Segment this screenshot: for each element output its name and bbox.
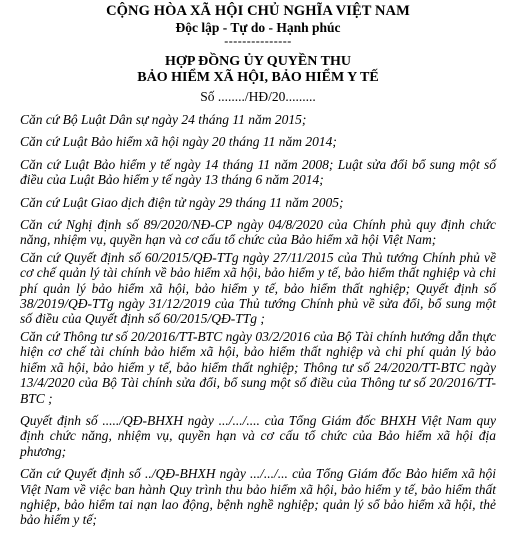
legal-basis-bhxh-decision-procedure: Căn cứ Quyết định số ../QĐ-BHXH ngày .../.../... của Tổng Giám đốc Bảo hiểm xã hội Việt Nam về việc ban hành Quy trình thu bảo hiểm xã hội, bảo hiểm y tế, bảo hiểm thất nghiệp, bảo hiểm tai nạn lao động, bệnh nghề nghiệp; quản lý sổ bảo hiểm xã hội, thẻ bảo hiểm y tế; (20, 466, 496, 528)
contract-number: Số ......../HĐ/20......... (200, 89, 316, 104)
legal-basis-decision-60: Căn cứ Quyết định số 60/2015/QĐ-TTg ngày 27/11/2015 của Thủ tướng Chính phủ về cơ chế quản lý tài chính về bảo hiểm xã hội, bảo hiểm y tế, bảo hiểm thất nghiệp và chi phí quản lý bảo hiểm xã hội, bảo hiểm y tế, bảo hiểm thất nghiệp; Quyết định số 38/2019/QĐ-TTg ngày 31/12/2019 của Thủ tướng Chính phủ về sửa đổi, bổ sung một số điều của Quyết định số 60/2015/QĐ-TTg ; (20, 249, 496, 327)
contract-title-line-2: BẢO HIỂM XÃ HỘI, BẢO HIỂM Y TẾ (137, 70, 379, 85)
legal-basis-health-insurance-law: Căn cứ Luật Bảo hiểm y tế ngày 14 tháng 11 năm 2008; Luật sửa đổi bổ sung một số điều của Luật Bảo hiểm y tế ngày 13 tháng 6 năm 2014; (20, 156, 496, 188)
legal-basis-circular-20: Căn cứ Thông tư số 20/2016/TT-BTC ngày 03/2/2016 của Bộ Tài chính hướng dẫn thực hiện cơ chế tài chính bảo hiểm xã hội, bảo hiểm thất nghiệp và chi phí quản lý bảo hiểm xã hội, bảo hiểm y tế, bảo hiểm thất nghiệp; Thông tư số 24/2020/TT-BTC ngày 13/4/2020 của Bộ Tài chính sửa đổi, bổ sung một số điều của Thông tư số 20/2016/TT-BTC ; (20, 328, 496, 406)
header-divider: --------------- (224, 34, 292, 48)
national-title: CỘNG HÒA XÃ HỘI CHỦ NGHĨA VIỆT NAM (106, 3, 410, 19)
legal-basis-civil-code: Căn cứ Bộ Luật Dân sự ngày 24 tháng 11 năm 2015; (20, 112, 307, 127)
contract-title-line-1: HỢP ĐỒNG ỦY QUYỀN THU (165, 54, 351, 69)
legal-basis-decree-89: Căn cứ Nghị định số 89/2020/NĐ-CP ngày 04/8/2020 của Chính phủ quy định chức năng, nhiệm vụ, quyền hạn và cơ cấu tổ chức của Bảo hiểm xã hội Việt Nam; (20, 217, 496, 248)
legal-basis-social-insurance-law: Căn cứ Luật Bảo hiểm xã hội ngày 20 tháng 11 năm 2014; (20, 134, 337, 150)
national-motto: Độc lập - Tự do - Hạnh phúc (175, 20, 341, 35)
legal-basis-bhxh-decision-org: Quyết định số ...../QĐ-BHXH ngày .../.../.... của Tổng Giám đốc BHXH Việt Nam quy định chức năng, nhiệm vụ, quyền hạn và cơ cấu tổ chức của Bảo hiểm xã hội địa phương; (20, 412, 496, 459)
legal-basis-e-transactions-law: Căn cứ Luật Giao dịch điện tử ngày 29 tháng 11 năm 2005; (20, 194, 344, 210)
